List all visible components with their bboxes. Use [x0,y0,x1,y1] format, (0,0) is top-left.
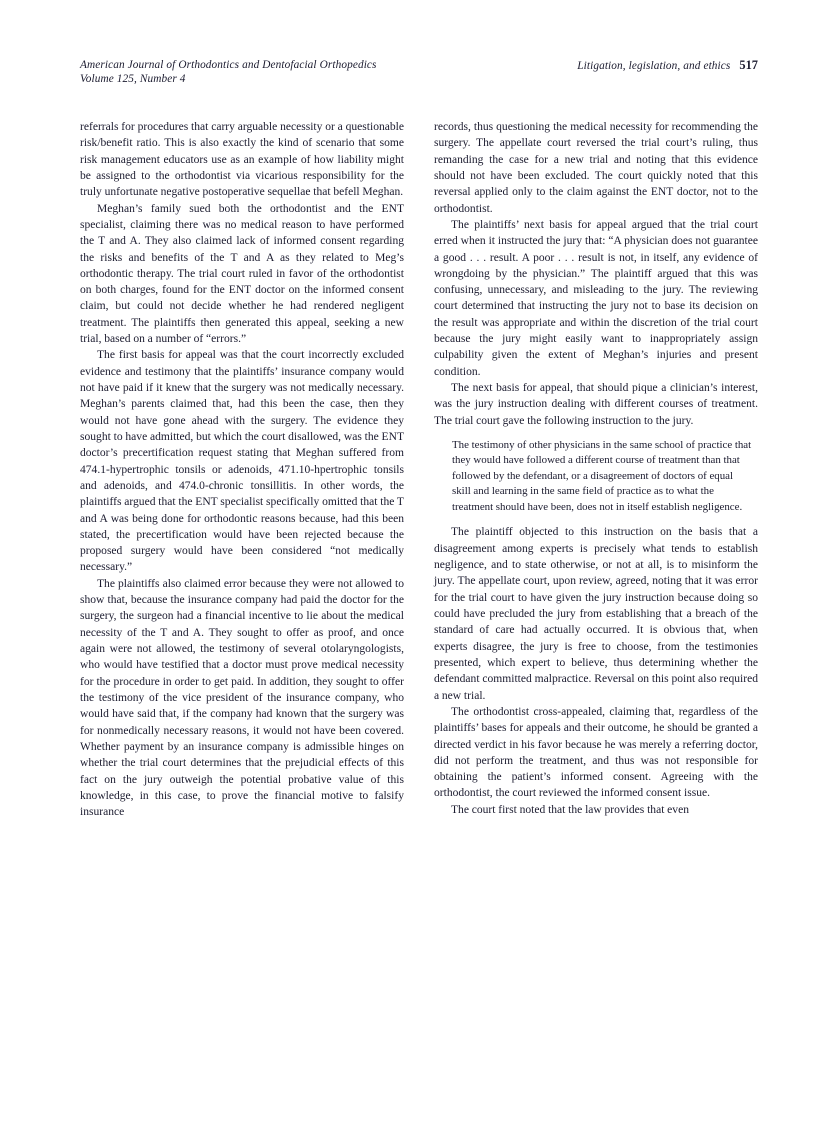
paragraph: Meghan’s family sued both the orthodontist and the ENT specialist, claiming there was no medical reason to have performed the T and A. They also claimed lack of informed consent regarding the risks and benefits of the T and A as they related to Meg’s orthodontic therapy. The trial court ruled in favor of the orthodontist on both charges, found for the ENT doctor on the informed consent claim, but could not decide whether he had rendered negligent treatment. The plaintiffs then generated this appeal, seeking a new trial, based on a number of “errors.” [80,202,404,346]
paragraph: The plaintiffs’ next basis for appeal argued that the trial court erred when it instructed the jury that: “A physician does not guarantee a good . . . result. A poor . . . result is not, in itself, any evidence of wrongdoing by the physician.” The plaintiff argued that this was confusing, unnecessary, and misleading to the jury. The reviewing court determined that instructing the jury not to base its decision on the result was appropriate and within the discretion of the trial court because the jury might easily want to inappropriately assign culpability given the extent of Meghan’s injuries and present condition. [434,218,758,378]
jury-instruction-blockquote [434,438,758,516]
paragraph: The first basis for appeal was that the court incorrectly excluded evidence and testimony that the plaintiffs’ insurance company would not have paid if it knew that the surgery was not medically necessary. Meghan’s parents claimed that, had this been the case, then they would not have gone ahead with the surgery. The evidence they sought to have admitted, but which the court disallowed, was the ENT doctor’s precertification request stating that Meghan suffered from 474.1-hypertrophic tonsils or adenoids, 471.10-hpertrophic tonsils and adenoids, and 474.0-chronic tonsillitis. In other words, the plaintiffs argued that the ENT specialist specifically omitted that the T and A was being done for orthodontic reasons because, had this been stated, the precertification would have been rejected because the proposed surgery would have been considered “not medically necessary.” [80,349,404,574]
journal-title-block [80,58,377,86]
section-title: Litigation, legislation, and ethics [577,60,731,72]
paragraph: The plaintiffs also claimed error because they were not allowed to show that, because the insurance company had paid the doctor for the surgery, the surgeon had a financial incentive to lie about the medical necessity of the T and A. They sought to offer as proof, and once again were not allowed, the testimony of several otolaryngologists, who would have testified that a doctor must prove medical necessity for the procedure in order to get paid. In addition, they sought to offer the testimony of the vice president of the insurance company, who would have said that, if the company had known that the surgery was for nonmedically necessary reasons, it would not have been covered. Whether payment by an insurance company is admissible hinges on whether the trial court determines that the prejudicial effects of this fact on the jury outweigh the potential probative value of this knowledge, in this case, to prove the financial motive to falsify insurance [80,577,404,819]
blockquote-text: The testimony of other physicians in the same school of practice that they would have followed a different course of treatment than that followed by the defendant, or a disagreement of doctors of equal skill and learning in the same field of practice as to what the treatment should have been, does not in itself establish negligence. [452,438,752,513]
paragraph: The orthodontist cross-appealed, claiming that, regardless of the plaintiffs’ bases for appeals and their outcome, he should be granted a directed verdict in his favor because he was merely a referring doctor, did not perform the treatment, and thus was not responsible for obtaining the patient’s informed consent. Agreeing with the orthodontist, the court reviewed the informed consent issue. [434,705,758,800]
paragraph: records, thus questioning the medical necessity for recommending the surgery. The appellate court reversed the trial court’s ruling, thus remanding the case for a new trial and noting that this evidence should not have been excluded. The court quickly noted that this reversal applied only to the claim against the ENT doctor, not to the orthodontist. [434,121,758,215]
journal-volume-line: Volume 125, Number 4 [80,73,186,86]
left-column [80,119,404,820]
running-head-right [577,58,758,73]
running-head [80,58,758,86]
paragraph: The court first noted that the law provides that even [451,803,689,816]
paragraph: The plaintiff objected to this instruction on the basis that a disagreement among experts is precisely what tends to establish negligence, and to state otherwise, or not at all, is to misinform the jury. The appellate court, upon review, agreed, noting that it was error for the trial court to have given the jury instruction because doing so could have precluded the jury from establishing that a breach of the standard of care had actually occurred. It is obvious that, when experts disagree, the jury is free to choose, from the testimonies presented, which expert to believe, thus determining whether the defendant committed malpractice. Reversal on this point also required a new trial. [434,526,758,702]
journal-title-line-1: American Journal of Orthodontics and Dentofacial Orthopedics [80,59,377,71]
page-number: 517 [739,58,758,72]
two-column-body [80,119,758,820]
paragraph: referrals for procedures that carry arguable necessity or a questionable risk/benefit ratio. This is also exactly the kind of scenario that some risk management educators use as an example of how liability might be assigned to the orthodontist via vicarious responsibility for the truly unfortunate negative postoperative sequellae that befell Meghan. [80,121,404,199]
right-column [434,119,758,820]
paragraph: The next basis for appeal, that should pique a clinician’s interest, was the jury instruction dealing with different courses of treatment. The trial court gave the following instruction to the jury. [434,382,758,427]
